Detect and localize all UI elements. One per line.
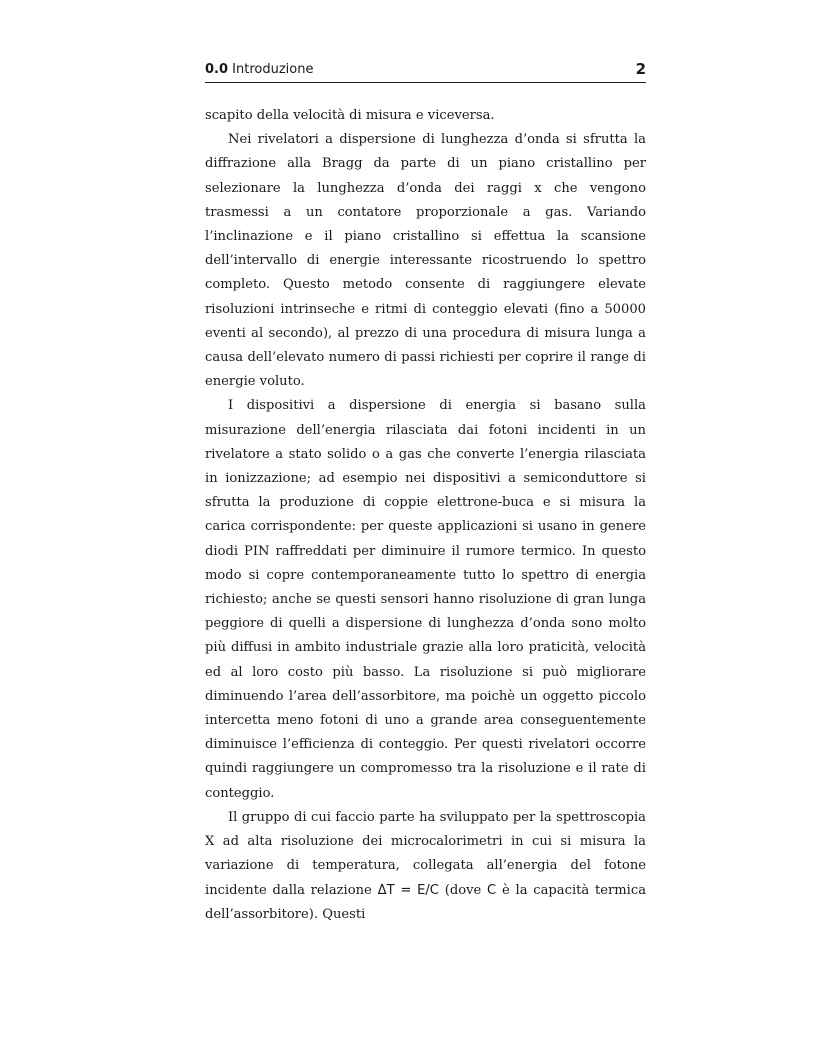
section-number: 0.0	[205, 62, 229, 77]
paragraph-energy-dispersion: I dispositivi a dispersione di energia si basano sulla misurazione dell’energia rilasciata dai fotoni incidenti in un rivelatore a stato solido o a gas che converte l’energia rilasciata in ionizzazione; ad esempio nei dispositivi a semiconduttore si sfrutta la produzione di coppie elettrone-buca e si misura la carica corrispondente: per queste applicazioni si usano in genere diodi PIN raffreddati per diminuire il rumore termico. In questo modo si copre contemporaneamente tutto lo spettro di energia richiesto; anche se questi sensori hanno risoluzione di gran lunga peggiore di quelli a dispersione di lunghezza d’onda sono molto più diffusi in ambito industriale grazie alla loro praticità, velocità ed al loro costo più basso. La risoluzione si può migliorare diminuendo l’area dell’assorbitore, ma poichè un oggetto piccolo intercetta meno fotoni di uno a grande area conseguentemente diminuisce l’efficienza di conteggio. Per questi rivelatori occorre quindi raggiungere un compromesso tra la risoluzione e il rate di conteggio.	[205, 398, 646, 801]
header-section-label	[205, 62, 313, 77]
text-before-formula: Il gruppo di cui faccio parte ha sviluppato per la spettroscopia X ad alta risoluzione dei microcalorimetri in cui si misura la variazione di temperatura, collegata all’energia del fotone incidente dalla relazione	[205, 809, 646, 898]
symbol-c: C	[487, 882, 497, 898]
paragraph-continued: scapito della velocità di misura e viceversa.	[205, 108, 495, 123]
body-text	[205, 104, 646, 927]
paragraph-microcalorimeters	[205, 806, 646, 927]
formula-delta-t: ΔT = E/C	[377, 882, 439, 898]
running-header	[205, 60, 646, 83]
section-title: Introduzione	[232, 62, 314, 77]
text-mid-1: (dove	[438, 882, 488, 898]
paragraph-wavelength-dispersion: Nei rivelatori a dispersione di lunghezza d’onda si sfrutta la diffrazione alla Bragg da parte di un piano cristallino per selezionare la lunghezza d’onda dei raggi x che vengono trasmessi a un contatore proporzionale a gas. Variando l’inclinazione e il piano cristallino si effettua la scansione dell’intervallo di energie interessante ricostruendo lo spettro completo. Questo metodo consente di raggiungere elevate risoluzioni intrinseche e ritmi di conteggio elevati (fino a 50000 eventi al secondo), al prezzo di una procedura di misura lunga a causa dell’elevato numero di passi richiesti per coprire il range di energie voluto.	[205, 132, 646, 390]
text-mid-2: è la capacità termica dell’assorbitore). Questi	[205, 882, 647, 922]
page-number: 2	[635, 60, 646, 78]
